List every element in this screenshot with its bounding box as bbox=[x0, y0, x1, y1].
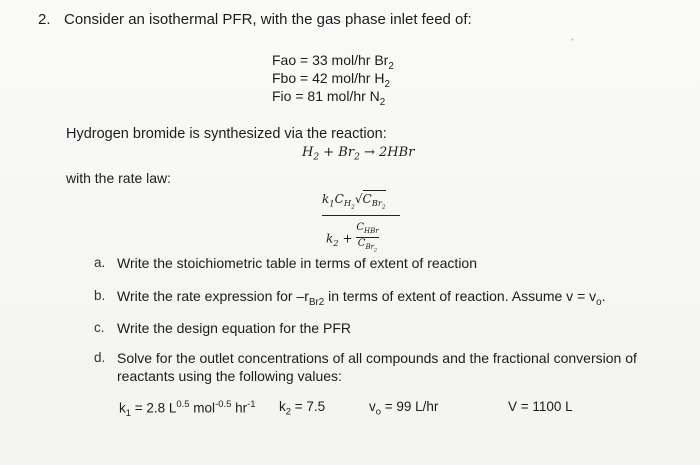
k1-sub: 1 bbox=[125, 408, 131, 420]
reaction-plus-br: + Br bbox=[319, 145, 355, 160]
sqrt-c-sub2: 2 bbox=[381, 205, 386, 212]
sqrt-c: C bbox=[362, 192, 372, 206]
k1-sup2: -0.5 bbox=[215, 399, 232, 410]
value-k2 bbox=[279, 399, 325, 418]
sqrt-c-sub: Br bbox=[371, 198, 382, 209]
value-volume: V = 1100 L bbox=[508, 399, 573, 414]
feed-fbo-value: = 42 mol/hr H bbox=[296, 70, 385, 86]
inner-num bbox=[356, 222, 378, 238]
feed-fbo-sub: 2 bbox=[384, 78, 390, 90]
num-k-sub: 1 bbox=[329, 198, 335, 209]
k2-pre: k bbox=[279, 399, 286, 414]
vo-post: = 99 L/hr bbox=[381, 399, 439, 414]
item-b-text bbox=[117, 288, 606, 308]
reaction-h-sub: 2 bbox=[313, 152, 320, 163]
inner-den-c: C bbox=[357, 238, 366, 249]
k1-sup1: 0.5 bbox=[176, 399, 190, 410]
feed-fio-name: Fio bbox=[272, 88, 292, 104]
rate-law-denominator bbox=[326, 222, 379, 256]
den-k: k bbox=[326, 231, 334, 246]
reaction-h: H bbox=[302, 145, 314, 160]
feed-fio bbox=[272, 88, 385, 108]
inner-num-sub: HBr bbox=[363, 227, 379, 235]
k1-mid: = 2.8 L bbox=[131, 400, 177, 416]
item-b-post-sub: o bbox=[596, 296, 602, 308]
question-text: Consider an isothermal PFR, with the gas phase inlet feed of: bbox=[64, 11, 472, 28]
k1-sup3: -1 bbox=[247, 399, 256, 410]
item-d-line1: Solve for the outlet concentrations of all compounds and the fractional conversion of bbox=[117, 350, 637, 366]
feed-fbo-name: Fbo bbox=[272, 70, 297, 86]
den-plus: + bbox=[338, 231, 357, 246]
item-d-line2: reactants using the following values: bbox=[117, 368, 342, 384]
item-c-letter: c. bbox=[94, 320, 105, 335]
feed-fbo bbox=[272, 70, 390, 90]
item-d-letter: d. bbox=[94, 350, 106, 365]
value-vo bbox=[369, 399, 438, 418]
feed-fao-sub: 2 bbox=[388, 60, 394, 72]
den-k-sub: 2 bbox=[333, 238, 339, 249]
k1-mid3: hr bbox=[231, 400, 248, 416]
vo-sub: o bbox=[375, 406, 381, 418]
rate-law-label: with the rate law: bbox=[66, 170, 172, 186]
vo-pre: v bbox=[369, 399, 376, 414]
rate-law-numerator bbox=[322, 192, 386, 211]
inner-den-sub: Br bbox=[365, 243, 374, 251]
item-b-end: . bbox=[601, 288, 606, 304]
item-a-letter: a. bbox=[94, 255, 106, 270]
num-c-sub: H bbox=[343, 198, 352, 209]
k1-mid2: mol bbox=[189, 400, 216, 416]
item-c-text: Write the design equation for the PFR bbox=[117, 320, 351, 336]
k2-post: = 7.5 bbox=[291, 399, 326, 414]
item-b-post: in terms of extent of reaction. Assume v = v bbox=[324, 288, 597, 304]
reaction-arrow-product: → 2HBr bbox=[359, 145, 415, 160]
feed-fao-value: = 33 mol/hr Br bbox=[296, 52, 389, 68]
feed-fao-name: Fao bbox=[272, 52, 297, 68]
question-number: 2. bbox=[38, 11, 51, 28]
k2-sub: 2 bbox=[285, 406, 291, 418]
sqrt-content bbox=[362, 190, 386, 212]
num-c-sub2: 2 bbox=[351, 205, 355, 212]
reaction-equation bbox=[302, 145, 414, 163]
item-a-text: Write the stoichiometric table in terms of extent of reaction bbox=[117, 255, 478, 271]
value-k1 bbox=[119, 399, 256, 419]
feed-fio-sub: 2 bbox=[379, 96, 386, 108]
rate-law-fraction-bar bbox=[322, 215, 400, 216]
inner-den bbox=[356, 238, 378, 256]
item-b-pre: Write the rate expression for –r bbox=[117, 288, 309, 304]
num-c: C bbox=[334, 192, 344, 206]
synthesis-text: Hydrogen bromide is synthesized via the reaction: bbox=[66, 126, 387, 142]
den-inner-fraction bbox=[356, 222, 378, 256]
inner-num-c: C bbox=[356, 222, 364, 233]
item-b-sub: Br2 bbox=[308, 296, 325, 308]
inner-den-sub2: 2 bbox=[373, 247, 378, 254]
feed-fio-value: = 81 mol/hr N bbox=[291, 88, 380, 104]
num-k: k bbox=[322, 192, 330, 206]
feed-fao bbox=[272, 52, 394, 72]
stray-mark: ˏ bbox=[570, 27, 574, 41]
item-b-letter: b. bbox=[94, 288, 106, 303]
reaction-br-sub: 2 bbox=[354, 152, 360, 163]
sqrt-sign: √ bbox=[354, 192, 363, 206]
k1-pre: k bbox=[119, 400, 126, 416]
